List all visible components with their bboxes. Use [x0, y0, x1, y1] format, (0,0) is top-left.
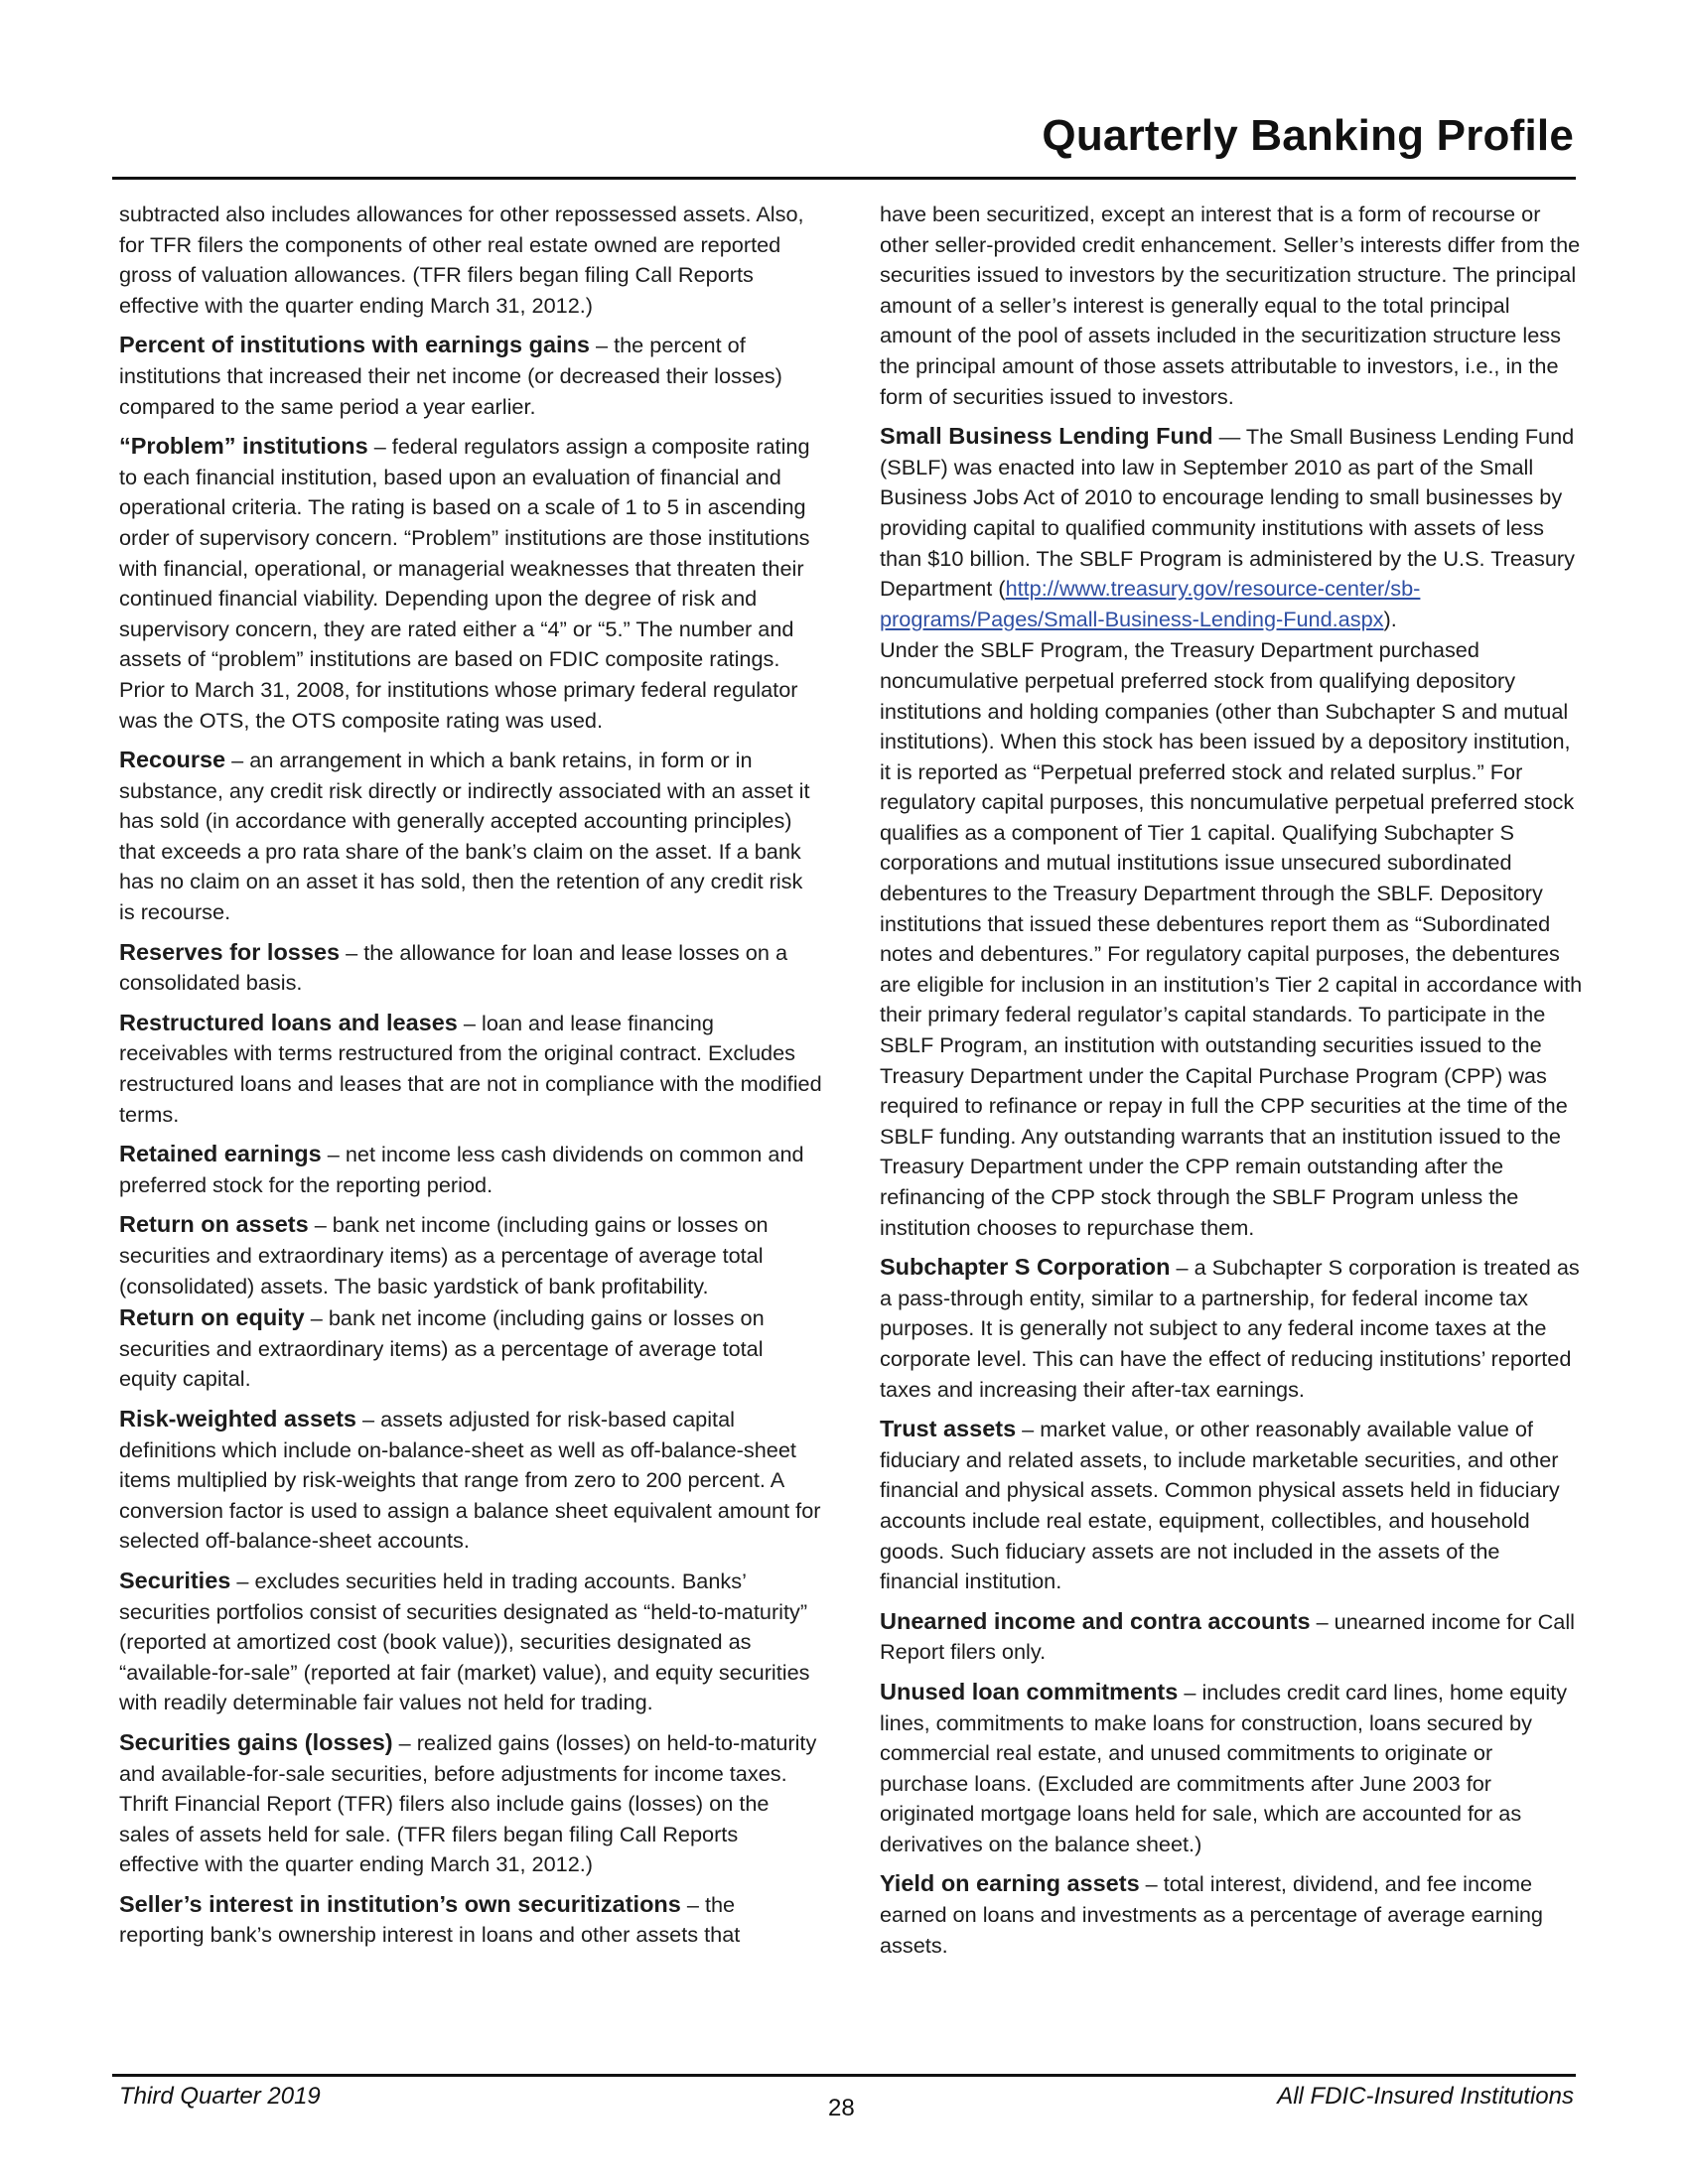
definition-text: — The Small Business Lending Fund (SBLF) was enacted into law in September 2010 as part of the Small Business Jobs Act of 2010 to encourage lending to small businesses by providing capital to qualified community institutions with assets of less than $10 billion. The SBLF Program is administered by the U.S. Treasury Department ( — [880, 424, 1575, 602]
glossary-continuation — [880, 635, 1583, 1243]
glossary-entry — [119, 1302, 822, 1395]
glossary-entry — [119, 937, 822, 999]
definition-text: – the percent of institutions that increased their net income (or decreased their losses) compared to the same period a year earlier. — [119, 333, 782, 419]
definition-text: – a Subchapter S corporation is treated as a pass-through entity, similar to a partnership, for federal income tax purposes. It is generally not subject to any federal income taxes at the corporate level. This can have the effect of reducing institutions’ reported taxes and increasing their after-tax earnings. — [880, 1255, 1580, 1402]
definition-text-end: ). — [1383, 606, 1397, 631]
definition-text: subtracted also includes allowances for other repossessed assets. Also, for TFR filers the components of other real estate owned are reported gross of valuation allowances. (TFR filers began filing Call Reports effective with the quarter ending March 31, 2012.) — [119, 202, 804, 318]
glossary-term: Return on assets — [119, 1211, 309, 1238]
left-column — [119, 200, 822, 1960]
glossary-entry — [119, 1209, 822, 1301]
definition-text: – total interest, dividend, and fee income earned on loans and investments as a percentage of average earning assets. — [880, 1871, 1543, 1958]
glossary-term: Retained earnings — [119, 1141, 322, 1167]
definition-text: – the reporting bank’s ownership interest in loans and other assets that — [119, 1891, 741, 1948]
glossary-term: Recourse — [119, 747, 226, 773]
glossary-entry — [119, 1727, 822, 1880]
page-header-title: Quarterly Banking Profile — [1042, 111, 1574, 160]
glossary-entry — [880, 1414, 1583, 1597]
footer-period: Third Quarter 2019 — [119, 2083, 321, 2110]
glossary-term: Small Business Lending Fund — [880, 423, 1213, 450]
glossary-term: Return on equity — [119, 1304, 305, 1331]
glossary-entry — [119, 1139, 822, 1200]
glossary-term: Yield on earning assets — [880, 1870, 1140, 1897]
treasury-sblf-link[interactable]: http://www.treasury.gov/resource-center/sb-programs/Pages/Small-Business-Lending-Fund.aspx — [880, 576, 1421, 631]
definition-text: – loan and lease financing receivables with terms restructured from the original contract. Excludes restructured loans and leases that are not in compliance with the modified terms. — [119, 1010, 822, 1127]
page-number: 28 — [828, 2095, 855, 2121]
definition-text: – excludes securities held in trading accounts. Banks’ securities portfolios consist of securities designated as “held-to-maturity” (reported at amortized cost (book value)), securities designated as “available-for-sale” (reported at fair (market) value), and equity securities with readily determinable fair values not held for trading. — [119, 1568, 810, 1715]
definition-text: – realized gains (losses) on held-to-maturity and available-for-sale securities, before adjustments for income taxes. Thrift Financial Report (TFR) filers also include gains (losses) on the sales of assets held for sale. (TFR filers began filing Call Reports effective with the quarter ending March 31, 2012.) — [119, 1729, 817, 1877]
footer-rule — [112, 2074, 1576, 2077]
glossary-entry — [119, 330, 822, 422]
definition-text: – bank net income (including gains or losses on securities and extraordinary items) as a percentage of average total equity capital. — [119, 1305, 765, 1392]
glossary-entry — [119, 431, 822, 736]
glossary-entry — [119, 1008, 822, 1130]
glossary-term: Unused loan commitments — [880, 1678, 1179, 1705]
glossary-term: Unearned income and contra accounts — [880, 1607, 1311, 1634]
definition-text: Under the SBLF Program, the Treasury Department purchased noncumulative perpetual preferred stock from qualifying depository institutions and holding companies (other than Subchapter S and mutual institutions). When this stock has been issued by a depository institution, it is reported as “Perpetual preferred stock and related surplus.” For regulatory capital purposes, this noncumulative perpetual preferred stock qualifies as a component of Tier 1 capital. Qualifying Subchapter S corporations and mutual institutions issue unsecured subordinated debentures to the Treasury Department through the SBLF. Depository institutions that issued these debentures report them as “Subordinated notes and debentures.” For regulatory capital purposes, the debentures are eligible for inclusion in an institution’s Tier 2 capital in accordance with their primary federal regulator’s capital standards. To participate in the SBLF Program, an institution with outstanding securities issued to the Treasury Department under the Capital Purchase Program (CPP) was required to refinance or repay in full the CPP securities at the time of the SBLF funding. Any outstanding warrants that an institution issued to the Treasury Department under the CPP remain outstanding after the refinancing of the CPP stock through the SBLF Program unless the institution chooses to repurchase them. — [880, 637, 1583, 1240]
glossary-entry — [880, 1677, 1583, 1860]
header-rule — [112, 177, 1576, 180]
glossary-term: “Problem” institutions — [119, 433, 368, 460]
definition-text: – federal regulators assign a composite rating to each financial institution, based upon an evaluation of financial and operational criteria. The rating is based on a scale of 1 to 5 in ascending order of supervisory concern. “Problem” institutions are those institutions with financial, operational, or managerial weaknesses that threaten their continued financial viability. Depending upon the degree of risk and supervisory concern, they are rated either a “4” or “5.” The number and assets of “problem” institutions are based on FDIC composite ratings. Prior to March 31, 2008, for institutions whose primary federal regulator was the OTS, the OTS composite rating was used. — [119, 434, 810, 733]
glossary-entry — [119, 1889, 822, 1951]
definition-text: – market value, or other reasonably available value of fiduciary and related assets, to include marketable securities, and other financial and physical assets. Common physical assets held in fiduciary accounts include real estate, equipment, collectibles, and household goods. Such fiduciary assets are not included in the assets of the financial institution. — [880, 1417, 1560, 1594]
footer-scope: All FDIC-Insured Institutions — [1277, 2083, 1574, 2110]
glossary-continuation — [880, 200, 1583, 412]
glossary-entry — [880, 421, 1583, 634]
glossary-entry — [119, 1566, 822, 1718]
glossary-term: Risk-weighted assets — [119, 1405, 357, 1432]
glossary-entry — [119, 745, 822, 928]
glossary-entry — [119, 1404, 822, 1557]
glossary-term: Trust assets — [880, 1416, 1017, 1442]
glossary-entry — [880, 1606, 1583, 1668]
glossary-continuation — [119, 200, 822, 321]
definition-text: have been securitized, except an interest that is a form of recourse or other seller-provided credit enhancement. Seller’s interests differ from the securities issued to investors by the securitization structure. The principal amount of a seller’s interest is generally equal to the total principal amount of the pool of assets included in the securitization structure less the principal amount of those assets attributable to investors, i.e., in the form of securities issued to investors. — [880, 202, 1581, 409]
definition-text: – includes credit card lines, home equity lines, commitments to make loans for construction, loans secured by commercial real estate, and unused commitments to originate or purchase loans. (Excluded are commitments after June 2003 for originated mortgage loans held for sale, which are accounted for as derivatives on the balance sheet.) — [880, 1679, 1568, 1856]
glossary-term: Percent of institutions with earnings gains — [119, 332, 590, 358]
glossary-term: Reserves for losses — [119, 938, 341, 965]
glossary-term: Subchapter S Corporation — [880, 1254, 1171, 1281]
glossary-entry — [880, 1252, 1583, 1405]
glossary-term: Securities gains (losses) — [119, 1728, 393, 1755]
glossary-term: Restructured loans and leases — [119, 1009, 458, 1035]
right-column — [880, 200, 1583, 1970]
glossary-entry — [880, 1868, 1583, 1961]
definition-text: – unearned income for Call Report filers only. — [880, 1608, 1575, 1665]
definition-text: – net income less cash dividends on common and preferred stock for the reporting period. — [119, 1142, 804, 1197]
definition-text: – bank net income (including gains or losses on securities and extraordinary items) as a percentage of average total (consolidated) assets. The basic yardstick of bank profitability. — [119, 1212, 769, 1298]
glossary-term: Seller’s interest in institution’s own securitizations — [119, 1890, 681, 1917]
definition-text: – the allowance for loan and lease losses on a consolidated basis. — [119, 939, 788, 996]
definition-text: – assets adjusted for risk-based capital definitions which include on-balance-sheet as well as off-balance-sheet items multiplied by risk-weights that range from zero to 200 percent. A conversion factor is used to assign a balance sheet equivalent amount for selected off-balance-sheet accounts. — [119, 1406, 821, 1554]
glossary-term: Securities — [119, 1567, 231, 1593]
definition-text: – an arrangement in which a bank retains, in form or in substance, any credit risk directly or indirectly associated with an asset it has sold (in accordance with generally accepted accounting principles) that exceeds a pro rata share of the bank’s claim on the asset. If a bank has no claim on an asset it has sold, then the retention of any credit risk is recourse. — [119, 748, 810, 925]
